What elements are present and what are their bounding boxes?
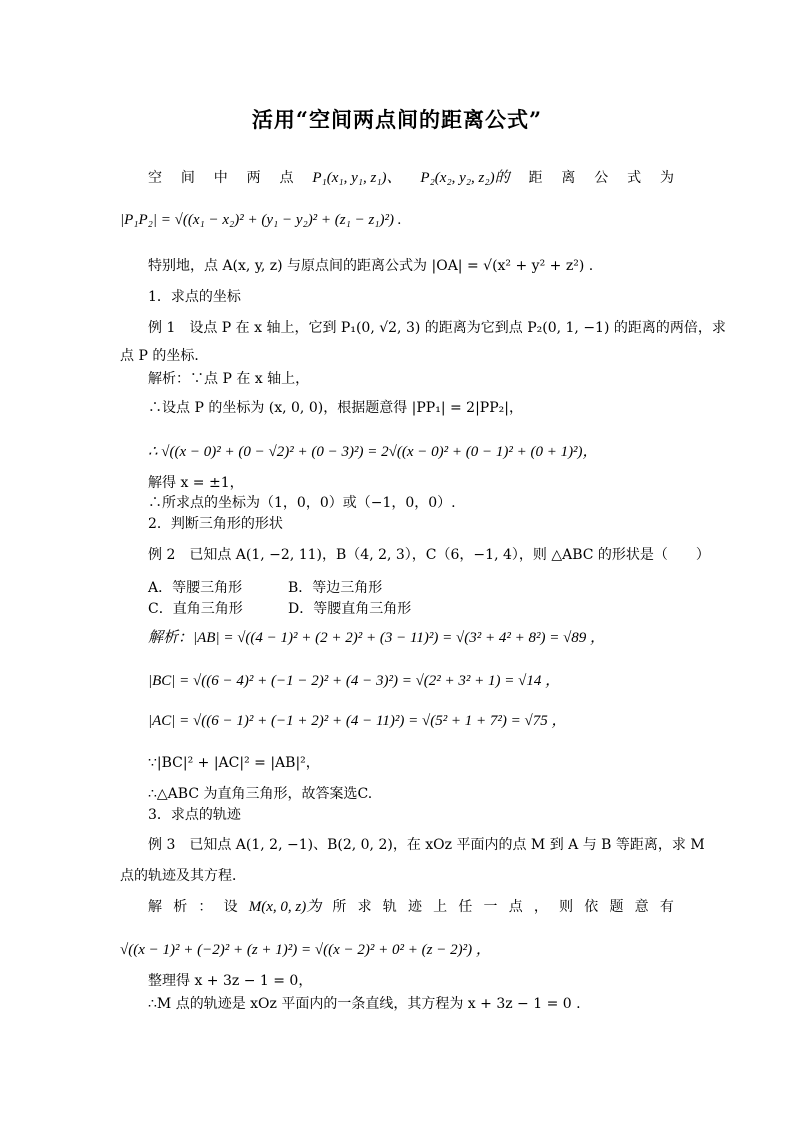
intro-char: 距 <box>528 170 543 186</box>
ex1-solution-4: 解得 x = ±1， <box>148 475 244 491</box>
option-b: B．等边三角形 <box>288 580 383 596</box>
ex1-solution-5: ∴所求点的坐标为（1，0，0）或（−1，0，0）. <box>148 495 456 511</box>
distance-formula: |P₁P₂| = √((x₁ − x₂)² + (y₁ − y₂)² + (z₁ − z₁)²) . <box>120 212 402 228</box>
example-3: 例 3 已知点 A(1, 2, −1)、B(2, 0, 2)，在 xOz 平面内的点 M 到 A 与 B 等距离，求 M <box>148 837 705 853</box>
intro-char: 空 <box>148 170 162 186</box>
intro-char: 中 <box>213 170 228 186</box>
ex1-solution-2: ∴设点 P 的坐标为 (x, 0, 0)，根据题意得 |PP₁| = 2|PP₂|， <box>148 400 523 416</box>
example-1-cont: 点 P 的坐标． <box>120 348 209 364</box>
sol-char: 求 <box>357 899 372 915</box>
sol-char: 设 <box>223 899 238 915</box>
ex2-solution-ab: 解析：|AB| = √((4 − 1)² + (2 + 2)² + (3 − 11)²) = √(3² + 4² + 8²) = √89 ， <box>148 630 606 646</box>
example-2: 例 2 已知点 A(1, −2, 11)，B（4, 2, 3），C（6，−1, 4），则 △ABC 的形状是（ ） <box>148 547 710 563</box>
sol-char: 则 <box>559 899 574 915</box>
intro-char: 点 <box>279 170 294 186</box>
ex2-solution-reason: ∵|BC|² + |AC|² = |AB|²， <box>148 755 320 771</box>
sol-char: 有 <box>659 899 674 915</box>
option-a: A．等腰三角形 <box>148 580 243 596</box>
sol-char: 轨 <box>382 899 397 915</box>
sol-char: 析 <box>173 899 188 915</box>
sol-char: ： <box>198 899 213 915</box>
sol-char: 所 <box>332 899 347 915</box>
intro-char: 两 <box>246 170 261 186</box>
intro-char: 离 <box>561 170 576 186</box>
intro-char: 公 <box>594 170 609 186</box>
ex3-solution-3: 整理得 x + 3z − 1 = 0， <box>148 973 313 989</box>
sol-char: 任 <box>458 899 473 915</box>
option-d: D．等腰直角三角形 <box>288 601 412 617</box>
example-3-cont: 点的轨迹及其方程． <box>120 868 246 884</box>
option-c: C．直角三角形 <box>148 601 243 617</box>
ex1-solution-3: ∴ √((x − 0)² + (0 − √2)² + (0 − 3)²) = 2√((x − 0)² + (0 − 1)² + (0 + 1)²)， <box>148 444 598 460</box>
ex2-solution-bc: |BC| = √((6 − 4)² + (−1 − 2)² + (4 − 3)²) = √(2² + 3² + 1) = √14 ， <box>148 673 561 689</box>
sol-char: 迹 <box>407 899 422 915</box>
intro-line-1 <box>148 168 674 188</box>
sol-char: 点 <box>508 899 523 915</box>
intro-char: 为 <box>659 170 674 186</box>
section-3-heading: 3．求点的轨迹 <box>148 807 241 823</box>
ex3-solution-4: ∴M 点的轨迹是 xOz 平面内的一条直线，其方程为 x + 3z − 1 = 0 . <box>148 996 581 1012</box>
sol-char: ， <box>533 899 548 915</box>
intro-point-p2: P₂(x₂, y₂, z₂)的 <box>420 170 510 186</box>
origin-distance-formula: 特别地，点 A(x, y, z) 与原点间的距离公式为 |OA| = √(x² + y² + z²) . <box>148 258 594 274</box>
ex1-solution-1: 解析：∵点 P 在 x 轴上， <box>148 371 310 387</box>
ex3-solution-2: √((x − 1)² + (−2)² + (z + 1)²) = √((x − 2)² + 0² + (z − 2)²) ， <box>120 942 491 958</box>
sol-char: 一 <box>483 899 498 915</box>
section-1-heading: 1．求点的坐标 <box>148 289 241 305</box>
page-title: 活用“空间两点间的距离公式” <box>251 107 543 132</box>
ex2-solution-conclusion: ∴△ABC 为直角三角形，故答案选C. <box>148 786 373 802</box>
sol-point-m: M(x, 0, z)为 <box>248 899 322 915</box>
sol-char: 依 <box>584 899 599 915</box>
ex3-solution-1 <box>148 897 674 917</box>
ex2-solution-ac: |AC| = √((6 − 1)² + (−1 + 2)² + (4 − 11)²) = √(5² + 1 + 7²) = √75 ， <box>148 713 567 729</box>
intro-char: 式 <box>627 170 642 186</box>
sol-char: 题 <box>609 899 624 915</box>
example-1: 例 1 设点 P 在 x 轴上，它到 P₁(0, √2, 3) 的距离为它到点 P₂(0, 1, −1) 的距离的两倍，求 <box>148 320 726 336</box>
sol-char: 上 <box>433 899 448 915</box>
intro-char: 间 <box>180 170 195 186</box>
section-2-heading: 2．判断三角形的形状 <box>148 516 283 532</box>
intro-point-p1: P₁(x₁, y₁, z₁)、 <box>312 170 402 186</box>
sol-char: 意 <box>634 899 649 915</box>
sol-char: 解 <box>148 899 162 915</box>
